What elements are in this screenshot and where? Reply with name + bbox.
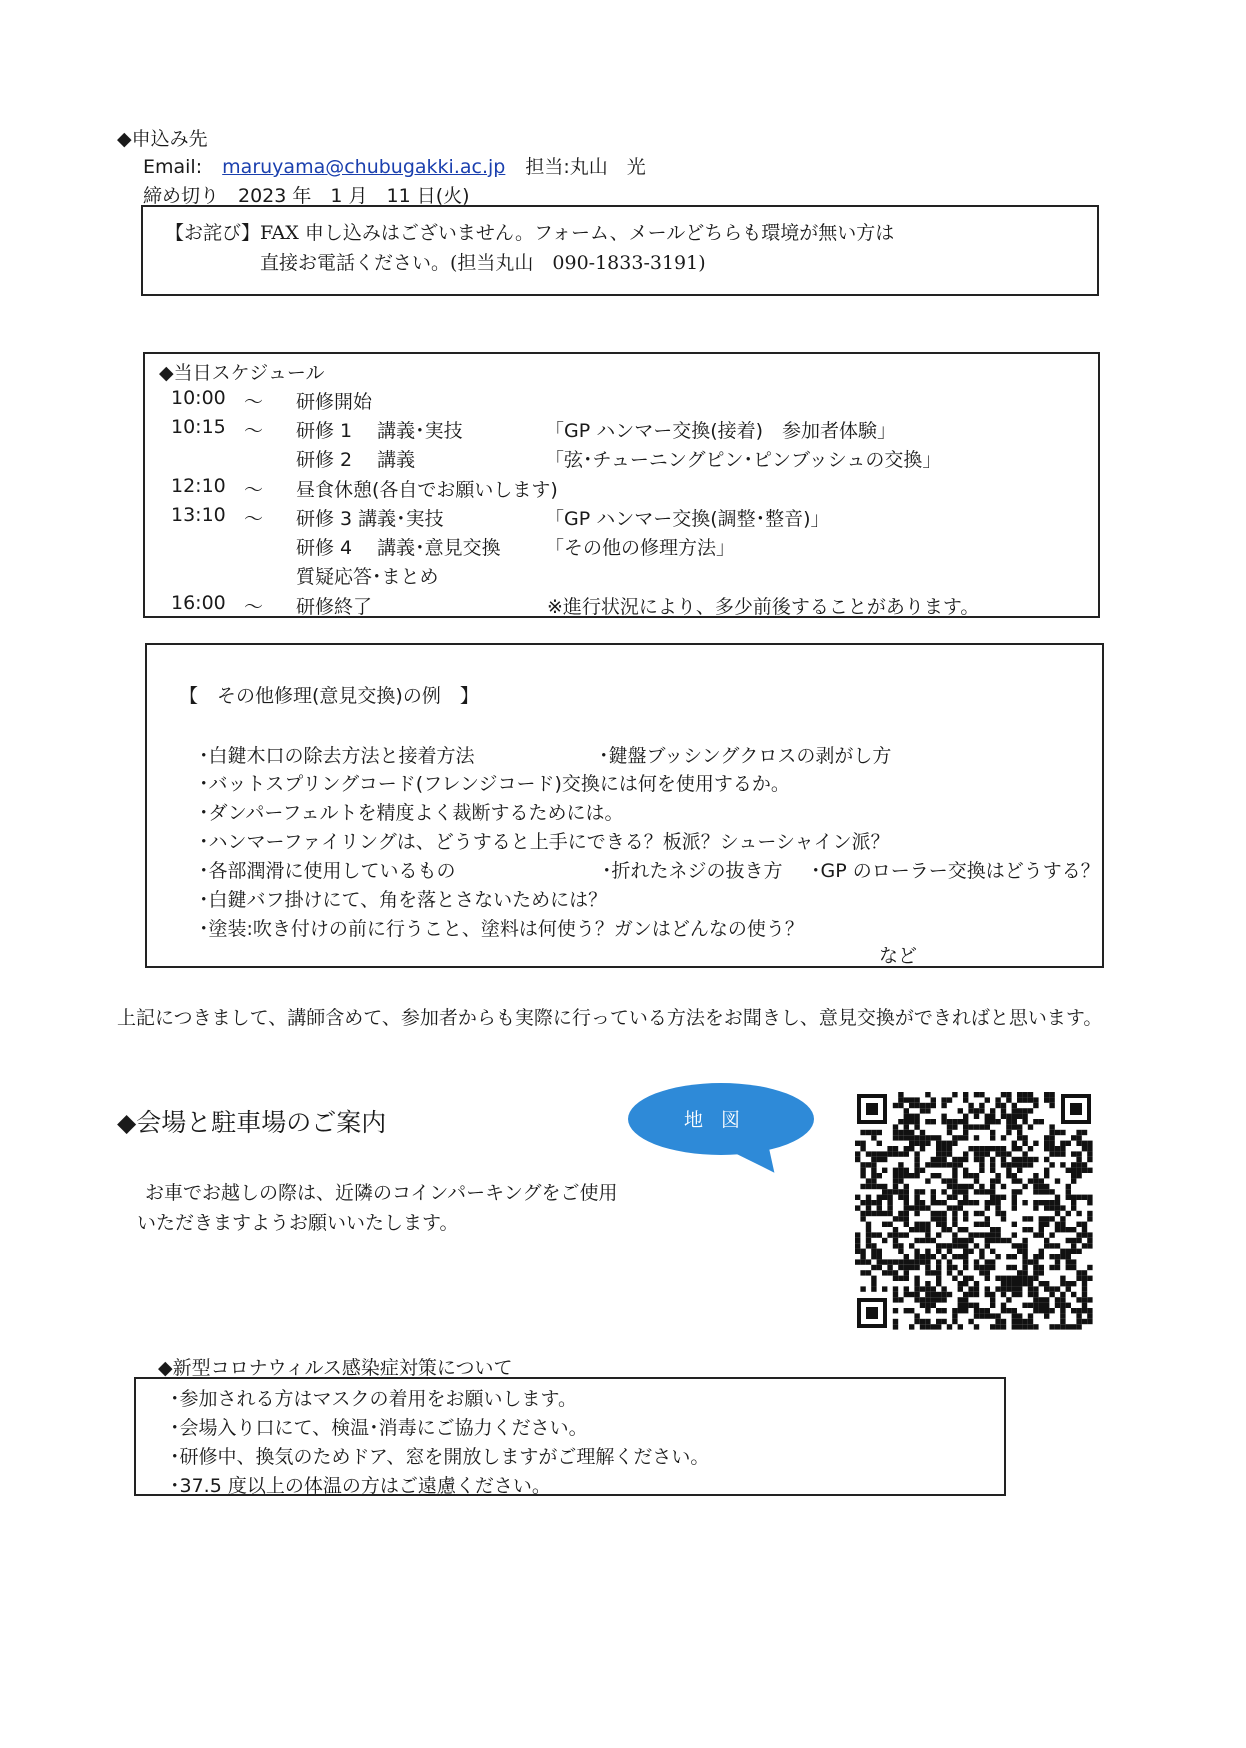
schedule-topic: 「弦･チューニングピン･ピンブッシュの交換」 bbox=[545, 449, 942, 471]
venue-heading: ◆会場と駐車場のご案内 bbox=[117, 1108, 387, 1137]
schedule-box bbox=[143, 352, 1100, 618]
examples-box bbox=[145, 643, 1104, 968]
schedule-session: 昼食休憩(各自でお願いします) bbox=[296, 479, 558, 501]
email-row bbox=[143, 152, 646, 179]
apology-line-1: 【お詫び】FAX 申し込みはございません。フォーム、メールどちらも環境が無い方は bbox=[165, 222, 895, 244]
schedule-topic: 「その他の修理方法」 bbox=[545, 537, 736, 559]
example-item: ･ダンパーフェルトを精度よく裁断するためには。 bbox=[199, 802, 624, 824]
apology-line-2: 直接お電話ください。(担当丸山 090-1833-3191) bbox=[260, 252, 706, 274]
covid-heading: ◆新型コロナウィルス感染症対策について bbox=[158, 1357, 513, 1379]
email-label: Email: bbox=[143, 156, 203, 178]
parking-line-2: いただきますようお願いいたします。 bbox=[137, 1212, 459, 1234]
schedule-tilde: ～ bbox=[244, 479, 264, 501]
parking-line-1: お車でお越しの際は、近隣のコインパーキングをご使用 bbox=[145, 1182, 618, 1204]
example-item: ･バットスプリングコード(フレンジコード)交換には何を使用するか。 bbox=[199, 773, 790, 795]
covid-box bbox=[134, 1377, 1006, 1496]
email-link[interactable]: maruyama@chubugakki.ac.jp bbox=[222, 156, 506, 178]
application-heading: ◆申込み先 bbox=[117, 128, 208, 150]
schedule-session: 研修 1 講義･実技 bbox=[296, 420, 463, 442]
schedule-topic: 「GP ハンマー交換(調整･整音)」 bbox=[545, 508, 830, 530]
schedule-time: 16:00 bbox=[171, 592, 226, 614]
schedule-time: 12:10 bbox=[171, 475, 226, 497]
summary-text: 上記につきまして、講師含めて、参加者からも実際に行っている方法をお聞きし、意見交換ができればと思います。 bbox=[117, 1007, 1103, 1029]
example-item: ･折れたネジの抜き方 bbox=[602, 860, 783, 882]
example-item: ･白鍵バフ掛けにて、角を落とさないためには？ bbox=[199, 889, 608, 911]
example-item: ･各部潤滑に使用しているもの bbox=[199, 860, 456, 882]
schedule-tilde: ～ bbox=[244, 596, 264, 618]
covid-item: ･参加される方はマスクの着用をお願いします。 bbox=[170, 1388, 577, 1410]
example-item: ･白鍵木口の除去方法と接着方法 bbox=[199, 745, 475, 767]
deadline: 締め切り 2023 年 1 月 11 日(火) bbox=[143, 185, 470, 207]
example-item: ･ハンマーファイリングは、どうすると上手にできる？板派？シューシャイン派？ bbox=[199, 831, 890, 853]
schedule-note: ※進行状況により、多少前後することがあります。 bbox=[547, 596, 980, 618]
map-qr-code[interactable] bbox=[855, 1092, 1093, 1330]
schedule-time: 13:10 bbox=[171, 504, 226, 526]
schedule-session: 研修終了 bbox=[296, 596, 373, 618]
covid-item: ･37.5 度以上の体温の方はご遠慮ください。 bbox=[170, 1475, 551, 1497]
schedule-session: 研修 3 講義･実技 bbox=[296, 508, 444, 530]
example-item: ･鍵盤ブッシングクロスの剥がし方 bbox=[599, 745, 892, 767]
schedule-session: 研修開始 bbox=[296, 391, 373, 413]
schedule-time: 10:15 bbox=[171, 416, 226, 438]
schedule-tilde: ～ bbox=[244, 391, 264, 413]
apology-box bbox=[141, 205, 1099, 296]
example-item: ･塗装:吹き付けの前に行うこと、塗料は何使う？ガンはどんなの使う？ bbox=[199, 918, 804, 940]
schedule-heading: ◆当日スケジュール bbox=[159, 362, 325, 384]
examples-etc: など bbox=[879, 945, 918, 967]
examples-heading: 【 その他修理(意見交換)の例 】 bbox=[179, 685, 479, 707]
contact-person: 担当:丸山 光 bbox=[525, 156, 646, 178]
covid-item: ･研修中、換気のためドア、窓を開放しますがご理解ください。 bbox=[170, 1446, 710, 1468]
schedule-tilde: ～ bbox=[244, 508, 264, 530]
schedule-tilde: ～ bbox=[244, 420, 264, 442]
map-button[interactable] bbox=[628, 1083, 814, 1155]
schedule-session: 研修 4 講義･意見交換 bbox=[296, 537, 501, 559]
schedule-session: 研修 2 講義 bbox=[296, 449, 416, 471]
map-label: 地図 bbox=[683, 1109, 758, 1131]
schedule-session: 質疑応答･まとめ bbox=[296, 566, 439, 588]
schedule-time: 10:00 bbox=[171, 387, 226, 409]
schedule-topic: 「GP ハンマー交換(接着) 参加者体験」 bbox=[545, 420, 897, 442]
example-item: ･GP のローラー交換はどうする？ bbox=[811, 860, 1100, 882]
covid-item: ･会場入り口にて、検温･消毒にご協力ください。 bbox=[170, 1417, 588, 1439]
